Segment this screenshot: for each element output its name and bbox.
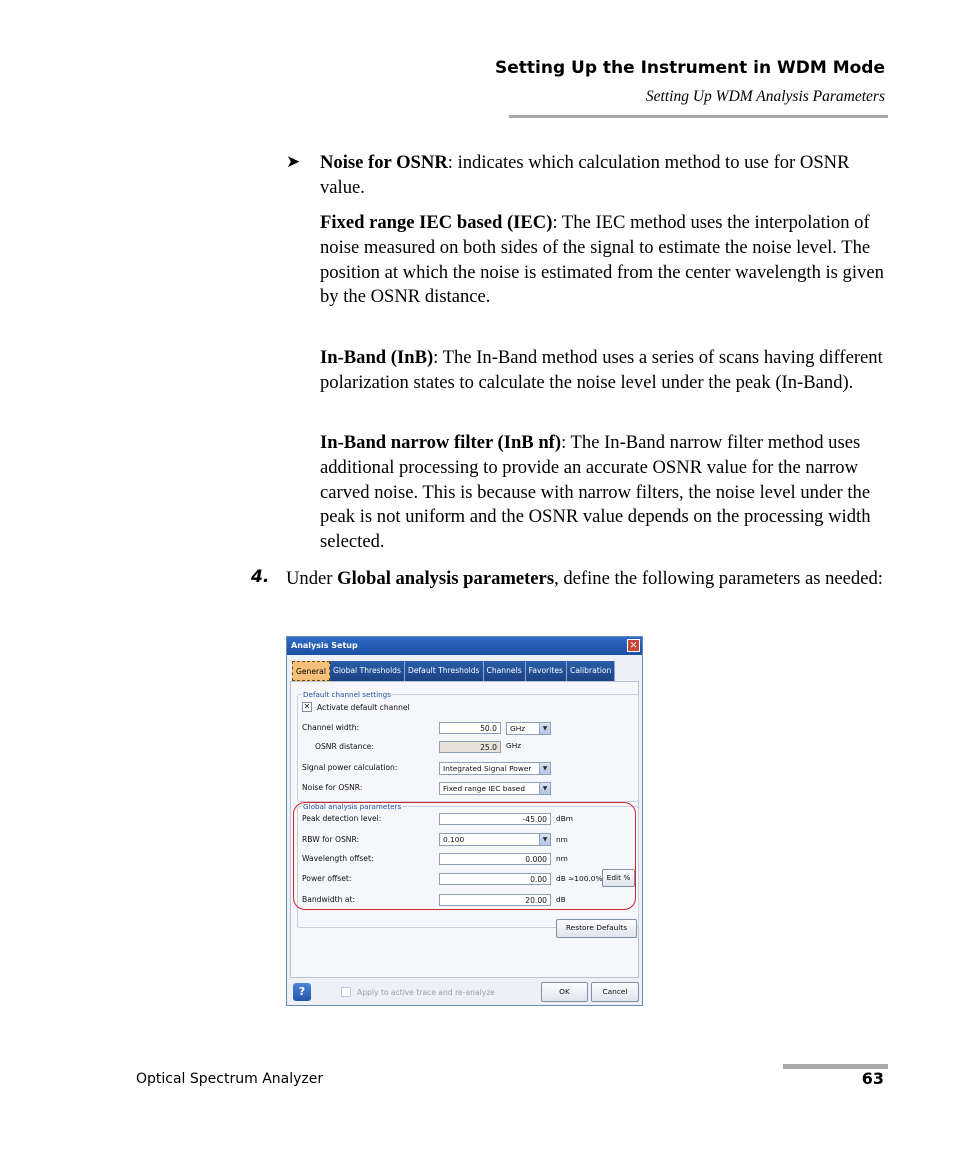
tab-general[interactable]: General — [292, 661, 330, 681]
rbw-osnr-label: RBW for OSNR: — [302, 835, 360, 844]
wavelength-offset-field[interactable]: 0.000 — [439, 853, 551, 865]
bandwidth-label: Bandwidth at: — [302, 895, 356, 904]
dialog-title: Analysis Setup — [291, 641, 358, 650]
noise-text: : indicates which calculation method to use for OSNR value. — [320, 152, 850, 198]
step-term: Global analysis parameters — [337, 568, 555, 589]
highlight-outline — [293, 802, 636, 910]
power-offset-field[interactable]: 0.00 — [439, 873, 551, 885]
edit-percent-button[interactable]: Edit % — [602, 869, 635, 887]
analysis-setup-dialog — [286, 636, 643, 1006]
noise-term: Noise for OSNR — [320, 152, 448, 173]
step-post: , define the following parameters as needed: — [554, 568, 883, 589]
signal-power-label: Signal power calculation: — [302, 763, 398, 772]
tab-channels[interactable]: Channels — [484, 661, 526, 681]
chevron-down-icon: ▼ — [539, 763, 550, 774]
power-offset-unit: dB ≈100.0% — [556, 874, 603, 883]
rbw-osnr-unit: nm — [556, 835, 568, 844]
general-panel — [290, 681, 639, 978]
tab-favorites[interactable]: Favorites — [526, 661, 567, 681]
tab-calibration[interactable]: Calibration — [567, 661, 615, 681]
default-channel-legend: Default channel settings — [303, 690, 391, 699]
iec-text: : The IEC method uses the interpolation of noise measured on both sides of the signal to estimate the noise level. The position at which the noise is estimated from the center wavelength is given by the OSNR distance. — [320, 212, 884, 308]
footer-manual-title: Optical Spectrum Analyzer — [136, 1071, 324, 1087]
running-header-subtitle: Setting Up WDM Analysis Parameters — [645, 88, 885, 105]
tab-global-thresholds[interactable]: Global Thresholds — [330, 661, 405, 681]
iec-paragraph — [320, 211, 886, 310]
channel-width-unit-select[interactable] — [506, 722, 551, 735]
apply-label: Apply to active trace and re-analyze — [357, 988, 495, 997]
inbnf-paragraph — [320, 431, 886, 555]
noise-osnr-value: Fixed range IEC based — [443, 784, 526, 793]
inb-paragraph — [320, 346, 886, 396]
signal-power-select[interactable] — [439, 762, 551, 775]
peak-detection-unit: dBm — [556, 814, 573, 823]
page-number: 63 — [861, 1069, 884, 1088]
apply-checkbox[interactable] — [341, 987, 351, 997]
osnr-distance-label: OSNR distance: — [315, 742, 374, 751]
rbw-osnr-value: 0.100 — [443, 835, 465, 844]
iec-term: Fixed range IEC based (IEC) — [320, 212, 553, 233]
dialog-title-bar — [287, 637, 642, 655]
noise-osnr-select[interactable] — [439, 782, 551, 795]
wavelength-offset-label: Wavelength offset: — [302, 854, 374, 863]
osnr-distance-field: 25.0 — [439, 741, 501, 753]
global-analysis-legend: Global analysis parameters — [303, 802, 402, 811]
dialog-tabs — [292, 661, 615, 681]
step-number: 4. — [251, 567, 270, 587]
peak-detection-field[interactable]: -45.00 — [439, 813, 551, 825]
ok-button[interactable]: OK — [541, 982, 588, 1002]
inbnf-text: : The In-Band narrow filter method uses additional processing to provide an accurate OSNR value for the narrow carved noise. This is because with narrow filters, the noise level under the peak is not uniform and the OSNR value depends on the processing width selected. — [320, 432, 871, 553]
help-icon[interactable]: ? — [293, 983, 311, 1001]
channel-width-field[interactable]: 50.0 — [439, 722, 501, 734]
peak-detection-label: Peak detection level: — [302, 814, 382, 823]
activate-default-label: Activate default channel — [317, 703, 410, 712]
running-header-title: Setting Up the Instrument in WDM Mode — [494, 58, 885, 78]
channel-width-label: Channel width: — [302, 723, 360, 732]
inbnf-term: In-Band narrow filter (InB nf) — [320, 432, 562, 453]
restore-defaults-button[interactable]: Restore Defaults — [556, 919, 637, 938]
step-text — [286, 567, 886, 592]
bullet-arrow-icon: ➤ — [286, 152, 301, 171]
inb-text: : The In-Band method uses a series of scans having different polarization states to calculate the noise level under the peak (In-Band). — [320, 347, 883, 393]
osnr-distance-unit: GHz — [506, 741, 522, 750]
header-rule — [509, 115, 888, 118]
chevron-down-icon: ▼ — [539, 723, 550, 734]
signal-power-value: Integrated Signal Power — [443, 764, 532, 773]
tab-default-thresholds[interactable]: Default Thresholds — [405, 661, 484, 681]
bandwidth-unit: dB — [556, 895, 566, 904]
wavelength-offset-unit: nm — [556, 854, 568, 863]
close-icon[interactable]: ✕ — [627, 639, 640, 652]
step-pre: Under — [286, 568, 338, 589]
noise-for-osnr-paragraph — [320, 151, 886, 201]
cancel-button[interactable]: Cancel — [591, 982, 639, 1002]
noise-osnr-label: Noise for OSNR: — [302, 783, 363, 792]
dialog-bottom-bar — [287, 978, 642, 1005]
power-offset-label: Power offset: — [302, 874, 352, 883]
channel-width-unit-value: GHz — [510, 724, 526, 733]
bandwidth-field[interactable]: 20.00 — [439, 894, 551, 906]
chevron-down-icon: ▼ — [539, 783, 550, 794]
activate-default-checkbox[interactable]: ✕ — [303, 702, 311, 711]
inb-term: In-Band (InB) — [320, 347, 434, 368]
chevron-down-icon: ▼ — [539, 834, 550, 845]
